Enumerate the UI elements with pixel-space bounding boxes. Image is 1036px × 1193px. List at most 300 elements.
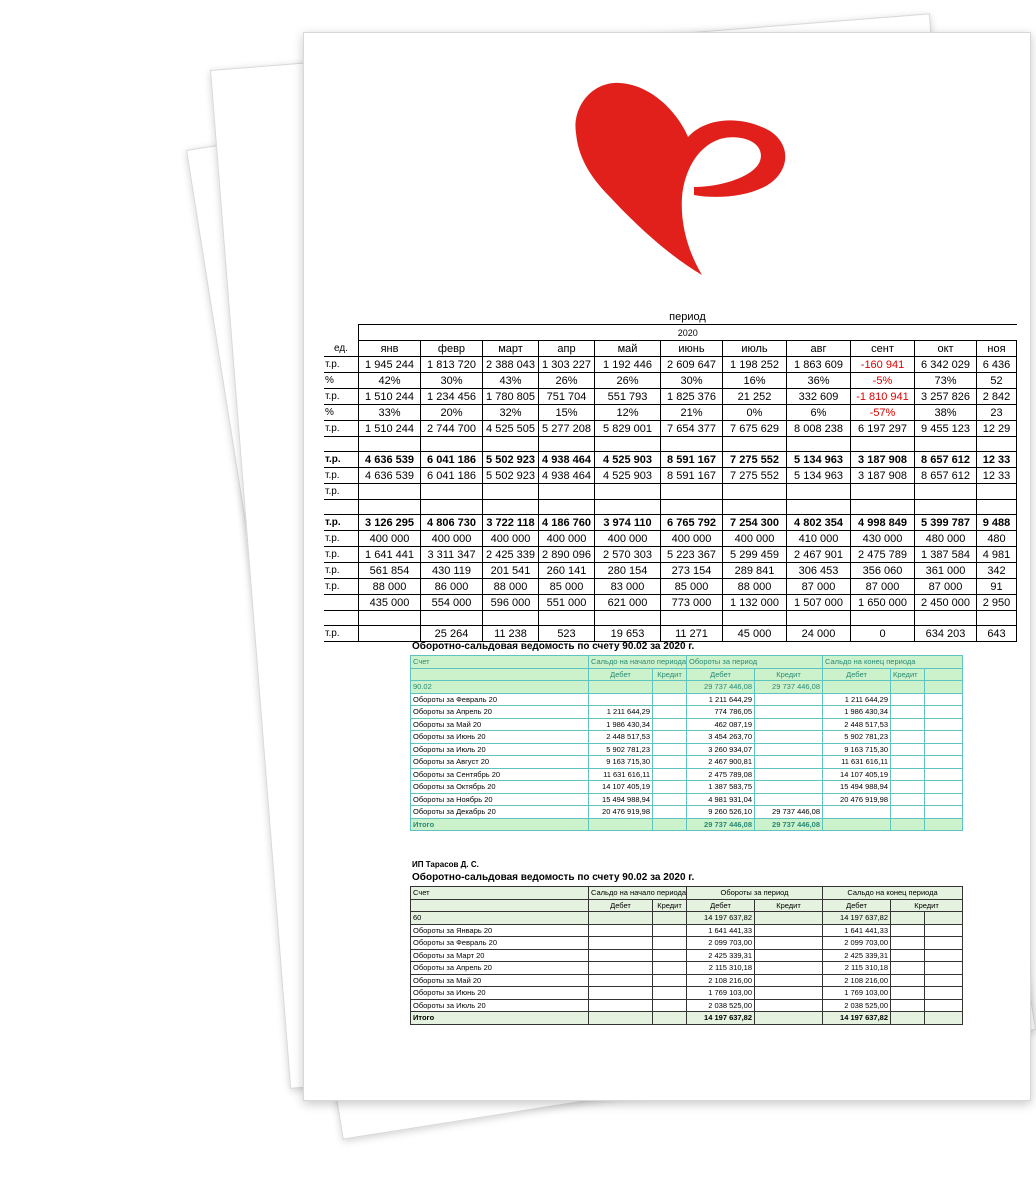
amount-cell xyxy=(653,949,687,962)
value-cell: 2 950 xyxy=(977,595,1017,611)
value-cell: 7 275 552 xyxy=(723,468,787,484)
value-cell: 1 198 252 xyxy=(723,357,787,373)
turnover-statement-60 xyxy=(410,859,962,1025)
amount-cell xyxy=(653,999,687,1012)
value-cell xyxy=(787,611,851,626)
unit-cell: т.р. xyxy=(324,531,359,547)
account-row xyxy=(411,681,963,694)
amount-cell: 15 494 988,94 xyxy=(589,793,653,806)
value-cell: 8 591 167 xyxy=(661,452,723,468)
value-cell: 2 609 647 xyxy=(661,357,723,373)
table-row xyxy=(324,405,1017,421)
value-cell xyxy=(851,484,915,500)
value-cell: 596 000 xyxy=(483,595,539,611)
value-cell xyxy=(421,500,483,515)
value-cell: 201 541 xyxy=(483,563,539,579)
unit-cell: т.р. xyxy=(324,421,359,437)
amount-cell xyxy=(755,987,823,1000)
account-name-cell: Обороты за Апрель 20 xyxy=(411,962,589,975)
value-cell: 8 008 238 xyxy=(787,421,851,437)
sub-debit: Дебет xyxy=(687,899,755,912)
value-cell: 91 xyxy=(977,579,1017,595)
total-row xyxy=(411,818,963,831)
value-cell: 8 591 167 xyxy=(661,468,723,484)
table-row xyxy=(324,500,1017,515)
amount-cell xyxy=(891,756,925,769)
value-cell: 6 197 297 xyxy=(851,421,915,437)
value-cell: 410 000 xyxy=(787,531,851,547)
amount-cell: 1 986 430,34 xyxy=(589,718,653,731)
amount-cell xyxy=(755,768,823,781)
sub-debit: Дебет xyxy=(589,668,653,681)
statement-subheader-row xyxy=(411,899,963,912)
amount-cell: 2 425 339,31 xyxy=(823,949,891,962)
statement-subheader-row xyxy=(411,668,963,681)
amount-cell xyxy=(755,756,823,769)
table-row xyxy=(411,974,963,987)
amount-cell: 2 038 525,00 xyxy=(823,999,891,1012)
value-cell: 3 187 908 xyxy=(851,468,915,484)
amount-cell xyxy=(653,706,687,719)
value-cell: 1 945 244 xyxy=(359,357,421,373)
value-cell: 4 806 730 xyxy=(421,515,483,531)
amount-cell: 1 211 644,29 xyxy=(589,706,653,719)
value-cell xyxy=(595,484,661,500)
value-cell: 400 000 xyxy=(595,531,661,547)
value-cell xyxy=(483,484,539,500)
value-cell: 4 186 760 xyxy=(539,515,595,531)
value-cell: -160 941 xyxy=(851,357,915,373)
amount-cell xyxy=(891,949,925,962)
value-cell: 1 780 805 xyxy=(483,389,539,405)
value-cell: 3 722 118 xyxy=(483,515,539,531)
amount-cell xyxy=(891,718,925,731)
value-cell xyxy=(661,484,723,500)
month-header: июль xyxy=(723,341,787,357)
sub-credit: Кредит xyxy=(755,899,823,912)
amount-cell: 2 115 310,18 xyxy=(687,962,755,975)
account-name-cell: Обороты за Июль 20 xyxy=(411,743,589,756)
month-header: ноя xyxy=(977,341,1017,357)
value-cell: 21 252 xyxy=(723,389,787,405)
amount-cell: 14 197 637,82 xyxy=(823,912,891,925)
value-cell xyxy=(851,500,915,515)
account-name-cell: Обороты за Октябрь 20 xyxy=(411,781,589,794)
amount-cell: 1 986 430,34 xyxy=(823,706,891,719)
value-cell: 1 387 584 xyxy=(915,547,977,563)
amount-cell xyxy=(589,681,653,694)
value-cell: 356 060 xyxy=(851,563,915,579)
value-cell: 38% xyxy=(915,405,977,421)
value-cell: 4 636 539 xyxy=(359,468,421,484)
amount-cell xyxy=(823,681,891,694)
table-row xyxy=(324,421,1017,437)
amount-cell: 29 737 446,08 xyxy=(687,681,755,694)
table-row xyxy=(324,595,1017,611)
value-cell: 16% xyxy=(723,373,787,389)
value-cell: 8 657 612 xyxy=(915,468,977,484)
value-cell: 751 704 xyxy=(539,389,595,405)
value-cell: 3 311 347 xyxy=(421,547,483,563)
value-cell: 551 793 xyxy=(595,389,661,405)
table-row xyxy=(411,793,963,806)
value-cell: 52 xyxy=(977,373,1017,389)
unit-cell: т.р. xyxy=(324,563,359,579)
amount-cell xyxy=(891,693,925,706)
amount-cell xyxy=(755,706,823,719)
amount-cell: 9 163 715,30 xyxy=(823,743,891,756)
value-cell: 87 000 xyxy=(851,579,915,595)
value-cell: 30% xyxy=(421,373,483,389)
value-cell: 6 041 186 xyxy=(421,452,483,468)
brand-logo xyxy=(574,77,794,277)
value-cell: 634 203 xyxy=(915,626,977,642)
amount-cell: 29 737 446,08 xyxy=(755,806,823,819)
table-row xyxy=(324,468,1017,484)
value-cell: 25 264 xyxy=(421,626,483,642)
value-cell: 2 475 789 xyxy=(851,547,915,563)
amount-cell xyxy=(755,793,823,806)
col-end-balance: Сальдо на конец периода xyxy=(823,887,963,900)
value-cell: 26% xyxy=(539,373,595,389)
value-cell xyxy=(661,500,723,515)
statement-header-row xyxy=(411,887,963,900)
amount-cell xyxy=(755,937,823,950)
value-cell xyxy=(787,500,851,515)
amount-cell xyxy=(653,806,687,819)
value-cell: 88 000 xyxy=(359,579,421,595)
amount-cell xyxy=(653,718,687,731)
value-cell: 33% xyxy=(359,405,421,421)
unit-cell: т.р. xyxy=(324,579,359,595)
value-cell: 21% xyxy=(661,405,723,421)
month-header: окт xyxy=(915,341,977,357)
amount-cell: 15 494 988,94 xyxy=(823,781,891,794)
month-header: июнь xyxy=(661,341,723,357)
summary-table-container xyxy=(324,309,1034,640)
col-turnover: Обороты за период xyxy=(687,887,823,900)
value-cell: 1 813 720 xyxy=(421,357,483,373)
value-cell xyxy=(977,484,1017,500)
amount-cell: 20 476 919,98 xyxy=(589,806,653,819)
table-row xyxy=(411,693,963,706)
sub-credit: Кредит xyxy=(653,899,687,912)
value-cell: 2 450 000 xyxy=(915,595,977,611)
value-cell xyxy=(915,484,977,500)
amount-cell: 2 448 517,53 xyxy=(589,731,653,744)
amount-cell: 774 786,05 xyxy=(687,706,755,719)
value-cell: 1 650 000 xyxy=(851,595,915,611)
value-cell: 1 303 227 xyxy=(539,357,595,373)
amount-cell xyxy=(891,731,925,744)
value-cell: 4 802 354 xyxy=(787,515,851,531)
amount-cell: 14 197 637,82 xyxy=(823,1012,891,1025)
amount-cell xyxy=(823,806,891,819)
value-cell: 3 126 295 xyxy=(359,515,421,531)
value-cell: 280 154 xyxy=(595,563,661,579)
amount-cell: 2 115 310,18 xyxy=(823,962,891,975)
amount-cell xyxy=(653,693,687,706)
col-account: Счет xyxy=(411,656,589,669)
amount-cell xyxy=(891,818,925,831)
amount-cell xyxy=(653,912,687,925)
value-cell: 1 132 000 xyxy=(723,595,787,611)
table-row xyxy=(324,484,1017,500)
unit-header: ед. xyxy=(324,341,359,357)
value-cell: 4 981 xyxy=(977,547,1017,563)
value-cell: 430 000 xyxy=(851,531,915,547)
sub-credit: Кредит xyxy=(891,899,963,912)
table-row xyxy=(411,987,963,1000)
value-cell: 7 654 377 xyxy=(661,421,723,437)
sub-debit: Дебет xyxy=(687,668,755,681)
amount-cell xyxy=(755,924,823,937)
table-row xyxy=(324,547,1017,563)
value-cell: -5% xyxy=(851,373,915,389)
value-cell: 342 xyxy=(977,563,1017,579)
amount-cell: 1 769 103,00 xyxy=(687,987,755,1000)
value-cell: 12 29 xyxy=(977,421,1017,437)
value-cell xyxy=(723,437,787,452)
value-cell: 5 277 208 xyxy=(539,421,595,437)
value-cell xyxy=(723,500,787,515)
value-cell: 15% xyxy=(539,405,595,421)
account-name-cell: Обороты за Июнь 20 xyxy=(411,731,589,744)
value-cell: 523 xyxy=(539,626,595,642)
organization-name: ИП Тарасов Д. С. xyxy=(412,860,479,869)
value-cell xyxy=(787,484,851,500)
table-row xyxy=(324,563,1017,579)
value-cell: 12 33 xyxy=(977,452,1017,468)
amount-cell: 29 737 446,08 xyxy=(755,818,823,831)
amount-cell: 4 981 931,04 xyxy=(687,793,755,806)
value-cell: 4 938 464 xyxy=(539,452,595,468)
year-label: 2020 xyxy=(359,325,1017,341)
value-cell xyxy=(539,437,595,452)
amount-cell xyxy=(891,962,925,975)
table-row xyxy=(324,357,1017,373)
account-name-cell: Итого xyxy=(411,1012,589,1025)
amount-cell: 2 108 216,00 xyxy=(823,974,891,987)
month-header: май xyxy=(595,341,661,357)
amount-cell: 3 260 934,07 xyxy=(687,743,755,756)
value-cell xyxy=(359,500,421,515)
table-row xyxy=(411,937,963,950)
amount-cell: 11 631 616,11 xyxy=(823,756,891,769)
month-header: февр xyxy=(421,341,483,357)
amount-cell: 2 475 789,08 xyxy=(687,768,755,781)
value-cell: 2 744 700 xyxy=(421,421,483,437)
amount-cell: 1 211 644,29 xyxy=(823,693,891,706)
value-cell: 42% xyxy=(359,373,421,389)
value-cell: 45 000 xyxy=(723,626,787,642)
value-cell: 7 275 552 xyxy=(723,452,787,468)
amount-cell: 3 454 263,70 xyxy=(687,731,755,744)
amount-cell xyxy=(755,731,823,744)
value-cell xyxy=(539,500,595,515)
unit-cell: т.р. xyxy=(324,626,359,642)
table-row xyxy=(411,924,963,937)
amount-cell xyxy=(755,962,823,975)
value-cell: 480 xyxy=(977,531,1017,547)
value-cell: 7 675 629 xyxy=(723,421,787,437)
table-row xyxy=(324,531,1017,547)
sub-debit: Дебет xyxy=(589,899,653,912)
amount-cell xyxy=(653,937,687,950)
account-name-cell: Обороты за Май 20 xyxy=(411,974,589,987)
amount-cell: 14 107 405,19 xyxy=(589,781,653,794)
value-cell xyxy=(915,611,977,626)
value-cell: 83 000 xyxy=(595,579,661,595)
value-cell: 2 388 043 xyxy=(483,357,539,373)
amount-cell xyxy=(653,768,687,781)
col-turnover: Обороты за период xyxy=(687,656,823,669)
account-name-cell: Обороты за Сентябрь 20 xyxy=(411,768,589,781)
value-cell: 4 938 464 xyxy=(539,468,595,484)
statement-title: Оборотно-сальдовая ведомость по счету 90.02 за 2020 г. xyxy=(412,641,695,652)
value-cell: 85 000 xyxy=(539,579,595,595)
amount-cell xyxy=(653,681,687,694)
value-cell: 1 507 000 xyxy=(787,595,851,611)
value-cell: 273 154 xyxy=(661,563,723,579)
amount-cell xyxy=(755,999,823,1012)
statement-table xyxy=(410,886,963,1025)
value-cell: 5 502 923 xyxy=(483,468,539,484)
table-row xyxy=(411,756,963,769)
amount-cell: 2 038 525,00 xyxy=(687,999,755,1012)
table-row xyxy=(411,743,963,756)
value-cell: 0 xyxy=(851,626,915,642)
value-cell: 19 653 xyxy=(595,626,661,642)
value-cell: 11 238 xyxy=(483,626,539,642)
value-cell: 400 000 xyxy=(359,531,421,547)
amount-cell xyxy=(891,681,925,694)
value-cell: 480 000 xyxy=(915,531,977,547)
amount-cell xyxy=(891,768,925,781)
month-header: авг xyxy=(787,341,851,357)
sub-credit: Кредит xyxy=(653,668,687,681)
value-cell xyxy=(483,437,539,452)
value-cell: 1 863 609 xyxy=(787,357,851,373)
value-cell: 3 257 826 xyxy=(915,389,977,405)
value-cell: 3 974 110 xyxy=(595,515,661,531)
value-cell xyxy=(851,437,915,452)
value-cell: 5 502 923 xyxy=(483,452,539,468)
account-name-cell: Обороты за Май 20 xyxy=(411,718,589,731)
unit-cell: т.р. xyxy=(324,515,359,531)
value-cell xyxy=(595,611,661,626)
amount-cell xyxy=(755,693,823,706)
amount-cell xyxy=(653,818,687,831)
table-row xyxy=(411,806,963,819)
amount-cell xyxy=(653,793,687,806)
amount-cell: 29 737 446,08 xyxy=(687,818,755,831)
value-cell: 1 234 456 xyxy=(421,389,483,405)
amount-cell xyxy=(653,987,687,1000)
amount-cell xyxy=(653,1012,687,1025)
unit-cell xyxy=(324,437,359,452)
month-header: март xyxy=(483,341,539,357)
statement-title: Оборотно-сальдовая ведомость по счету 90.02 за 2020 г. xyxy=(412,872,695,883)
value-cell xyxy=(483,500,539,515)
value-cell: 621 000 xyxy=(595,595,661,611)
value-cell: 5 399 787 xyxy=(915,515,977,531)
value-cell: 332 609 xyxy=(787,389,851,405)
value-cell xyxy=(661,437,723,452)
value-cell: 554 000 xyxy=(421,595,483,611)
amount-cell: 29 737 446,08 xyxy=(755,681,823,694)
amount-cell: 1 387 583,75 xyxy=(687,781,755,794)
sub-credit: Кредит xyxy=(755,668,823,681)
period-label: период xyxy=(359,309,1017,325)
value-cell: 36% xyxy=(787,373,851,389)
table-row xyxy=(324,437,1017,452)
value-cell: 1 510 244 xyxy=(359,421,421,437)
amount-cell: 5 902 781,23 xyxy=(589,743,653,756)
value-cell: 23 xyxy=(977,405,1017,421)
amount-cell xyxy=(589,962,653,975)
value-cell: 561 854 xyxy=(359,563,421,579)
value-cell: 43% xyxy=(483,373,539,389)
value-cell: 2 890 096 xyxy=(539,547,595,563)
unit-cell: т.р. xyxy=(324,389,359,405)
amount-cell: 9 163 715,30 xyxy=(589,756,653,769)
amount-cell: 5 902 781,23 xyxy=(823,731,891,744)
unit-cell xyxy=(324,500,359,515)
amount-cell xyxy=(891,743,925,756)
month-header: сент xyxy=(851,341,915,357)
value-cell: 5 134 963 xyxy=(787,452,851,468)
value-cell: 1 192 446 xyxy=(595,357,661,373)
amount-cell xyxy=(589,999,653,1012)
amount-cell: 20 476 919,98 xyxy=(823,793,891,806)
turnover-statement-90-02 xyxy=(410,639,962,831)
value-cell: 20% xyxy=(421,405,483,421)
value-cell xyxy=(977,611,1017,626)
value-cell xyxy=(539,611,595,626)
account-name-cell: Обороты за Апрель 20 xyxy=(411,706,589,719)
table-row xyxy=(411,962,963,975)
account-name-cell: Обороты за Февраль 20 xyxy=(411,937,589,950)
value-cell: 88 000 xyxy=(483,579,539,595)
account-name-cell: Обороты за Март 20 xyxy=(411,949,589,962)
amount-cell: 2 108 216,00 xyxy=(687,974,755,987)
amount-cell: 1 641 441,33 xyxy=(823,924,891,937)
statement-table xyxy=(410,655,963,831)
value-cell: 400 000 xyxy=(483,531,539,547)
table-row xyxy=(411,781,963,794)
account-name-cell: 90.02 xyxy=(411,681,589,694)
value-cell: 87 000 xyxy=(787,579,851,595)
unit-cell xyxy=(324,595,359,611)
value-cell: 260 141 xyxy=(539,563,595,579)
value-cell: 8 657 612 xyxy=(915,452,977,468)
amount-cell: 2 467 900,81 xyxy=(687,756,755,769)
amount-cell: 9 260 526,10 xyxy=(687,806,755,819)
value-cell: 4 525 903 xyxy=(595,452,661,468)
amount-cell xyxy=(755,743,823,756)
value-cell: 32% xyxy=(483,405,539,421)
account-row xyxy=(411,912,963,925)
account-name-cell: Обороты за Август 20 xyxy=(411,756,589,769)
value-cell: 6 342 029 xyxy=(915,357,977,373)
amount-cell: 462 087,19 xyxy=(687,718,755,731)
total-row xyxy=(411,1012,963,1025)
value-cell: 85 000 xyxy=(661,579,723,595)
value-cell: 26% xyxy=(595,373,661,389)
value-cell: 87 000 xyxy=(915,579,977,595)
account-name-cell: 60 xyxy=(411,912,589,925)
